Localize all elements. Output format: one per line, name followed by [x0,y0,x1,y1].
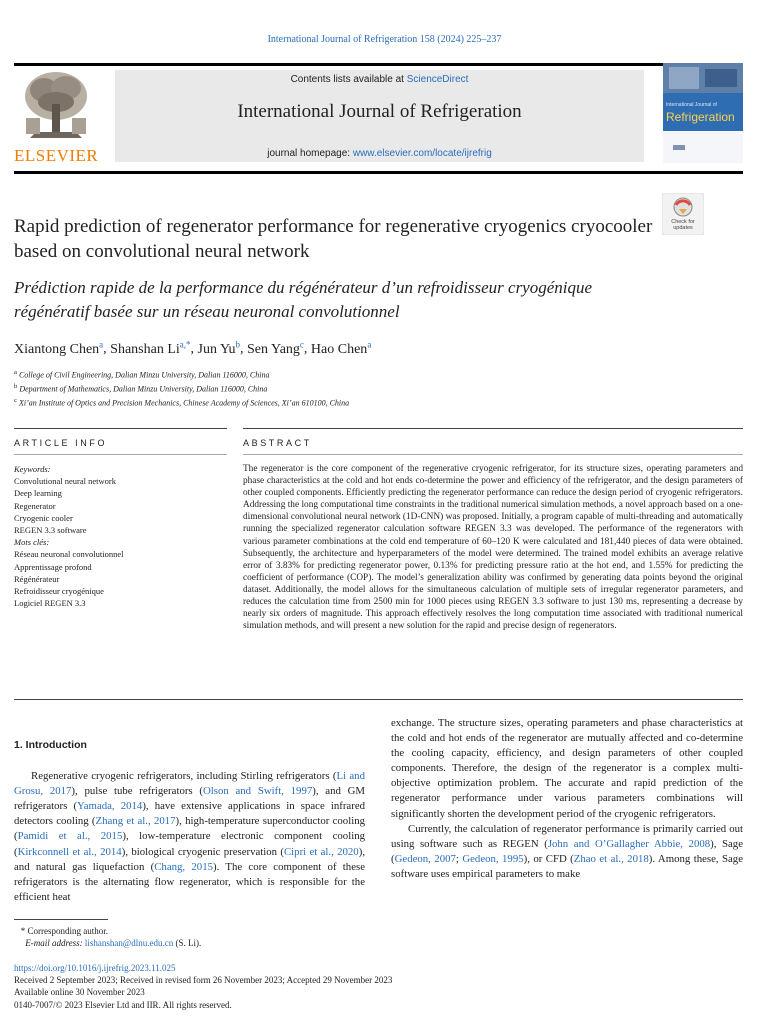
cover-title: Refrigeration [666,110,735,124]
body-column-right [391,716,743,882]
author-affiliation-mark[interactable]: a [367,339,372,349]
copyright: 0140-7007/© 2023 Elsevier Ltd and IIR. All rights reserved. [14,999,232,1010]
body-text: Regenerative cryogenic refrigerators, including Stirling refrigerators ( [31,770,337,783]
body-text: ). Among these, Sage software uses empirical parameters to make [391,852,743,880]
homepage-line [115,148,644,159]
homepage-prefix: journal homepage: [267,148,353,159]
citation-link[interactable]: Gedeon, 1995 [462,852,524,865]
check-updates-line2: updates [673,225,693,231]
keywords-panel [14,463,227,609]
article-info-sub-rule [14,454,227,455]
author[interactable] [110,339,191,357]
publication-info [14,962,614,1011]
body-text: ), and natural gas liquefaction ( [14,845,366,873]
body-text: ), or CFD ( [523,852,574,865]
body-text: ; [455,852,463,865]
body-text: ), have extensive applications in space infrared detectors cooling ( [14,800,366,828]
body-text: ). The core component of these refrigerators is the alternating flow regenerator, which is responsible for the efficient heat [14,860,365,903]
keyword-item: Deep learning [14,488,62,499]
author-affiliation-mark[interactable]: a [99,339,104,349]
keyword-item: REGEN 3.3 software [14,525,87,536]
body-text: Currently, the calculation of regenerator performance is primarily carried out using software such as REGEN ( [391,822,743,850]
article-info-top-rule [14,428,227,429]
affiliation-mark: c [14,397,17,405]
author[interactable] [14,339,104,357]
abstract-sub-rule [243,454,743,455]
mot-cle-item: Refroidisseur cryogénique [14,586,104,597]
journal-title: International Journal of Refrigeration [237,101,522,122]
keywords-label: Keywords: [14,464,51,474]
publisher-name: ELSEVIER [14,146,99,165]
author-affiliation-mark[interactable]: a,* [179,339,191,349]
corresponding-author-text: Corresponding author. [27,926,108,936]
mot-cle-item: Réseau neuronal convolutionnel [14,549,124,560]
citation-link[interactable]: Chang, 2015 [154,860,213,873]
author[interactable] [310,339,372,357]
citation-link[interactable]: John and O’Gallagher Abbie, 2008 [547,837,711,850]
author-name[interactable]: Xiantong Chen [14,341,100,357]
affiliation-mark: b [14,383,18,391]
elsevier-tree-icon [20,68,92,144]
journal-cover-image[interactable] [663,63,743,163]
intro-paragraph-1 [14,769,365,905]
author[interactable] [247,339,304,357]
article-info-heading: ARTICLE INFO [14,438,108,448]
footnote [14,925,414,949]
citation-link[interactable]: Li and Grosu, 2017 [14,770,365,798]
body-column-left [14,738,365,905]
affiliation-text: Xi’an Institute of Optics and Precision Mechanics, Chinese Academy of Sciences, Xi’an 610100, China [18,398,350,408]
footnote-rule [14,919,108,920]
citation-link[interactable]: Pamidi et al., 2015 [17,830,123,843]
masthead-bottom-rule [14,171,743,174]
keyword-item: Regenerator [14,500,56,511]
citation-link[interactable]: Yamada, 2014 [77,800,143,813]
journal-masthead-box [115,70,644,162]
corresponding-author-note: * Corresponding author. [14,926,108,936]
affiliation-mark: a [14,369,17,376]
sciencedirect-link[interactable]: ScienceDirect [406,74,469,85]
cover-subtitle: International Journal of [666,102,717,108]
contents-line [115,74,644,85]
masthead-top-rule [14,63,743,66]
mots-cles-label: Mots clés: [14,537,50,548]
check-for-updates-button[interactable] [662,193,704,235]
section-heading: 1. Introduction [14,739,87,751]
mot-cle-item: Apprentissage profond [14,561,92,572]
affiliation-item [14,367,714,381]
citation-link[interactable]: Olson and Swift, 1997 [202,785,313,798]
keyword-item: Convolutional neural network [14,476,116,487]
author-affiliation-mark[interactable]: b [235,339,241,349]
email-label: E-mail address: [25,938,83,948]
intro-paragraph-1-continued: exchange. The structure sizes, operating parameters and phase characteristics at the cold and hot ends of the regenerator are mutually affected and co-determine the cooling capacity, efficiency, and design parameters of other coupled components. Therefore, the design of the regenerator is a complex multi-objective optimization problem. The accurate and rapid prediction of the regenerator performance under various parameters combinations will significantly shorten the development period of the cryogenic refrigerators. [391,717,743,820]
available-online: Available online 30 November 2023 [14,987,145,998]
received-dates: Received 2 September 2023; Received in revised form 26 November 2023; Accepted 29 November 2023 [14,975,393,986]
affiliation-item [14,395,714,409]
body-text: ), and GM refrigerators ( [14,785,365,813]
email-line [14,937,414,949]
abstract-text: The regenerator is the core component of the regenerative cryogenic refrigerator, for its structure sizes, operating parameters and phase characteristics at the cold and hot ends co-determine the power and efficiency of the refrigerator, and the design parameters of other coupled components. Efficiently predicting the regenerator performance can reduce the design period of cryogenic refrigerators. Addressing the long computational time constraints in the traditional numerical simulation methods, a novel approach based on a one-dimensional convolutional neural network (1D-CNN) was proposed. Initially, a program capable of multi-threading and automatically running the specialized regenerator calculation software REGEN 3.3 was developed. The performance of the regenerators with various parameter combinations at the cold end temperature of 60–120 K were calculated and 181,440 pieces of data were obtained. Subsequently, the architecture and hyperparameters of the model were determined. The trained model exhibits an average relative error of 3.83% for predicting regenerator power, 0.13% for predicting pressure ratio at the hot end, and 1.55% for predicting the coefficient of performance (COP). The model’s generalization ability was confirmed by generating data points beyond the original dataset. Additionally, the model allows for the simultaneous calculation of multiple sets of irregular regenerator parameters, and reduces the calculation time from 2500 min for 1000 pieces using REGEN 3.3 software to just 130 ms, representing a decrease by nearly six orders of magnitude. This approach effectively resolves the long computation time associated with traditional numerical simulation methods, and will present a new solution for the rapid and precise design of regenerators. [243,464,743,632]
mot-cle-item: Logiciel REGEN 3.3 [14,598,86,609]
publisher-logo[interactable] [14,66,98,166]
author-name[interactable]: Sen Yang [247,341,300,357]
abstract-top-rule [243,428,743,429]
affiliation-item [14,381,714,395]
author-list: Xiantong Chen$^a$, Shanshan $Li^{a,*}$, Jun Yu$^b$, Sen Yang$^c$, Hao Chen$^a$ [14,339,372,357]
citation-link[interactable]: Gedeon, 2007 [394,852,456,865]
french-title: Prédiction rapide de la performance du régénérateur d’un refroidisseur cryogénique régénératif basée sur un réseau neuronal convolutionnel [14,278,593,321]
citation-link[interactable]: Kirkconnell et al., 2014 [17,845,122,858]
abstract-heading: ABSTRACT [243,438,312,448]
doi-link[interactable]: https://doi.org/10.1016/j.ijrefrig.2023.11.025 [14,963,176,973]
email-suffix: (S. Li). [175,938,202,948]
citation-link[interactable]: Zhang et al., 2017 [95,815,176,828]
article-title: Rapid prediction of regenerator performance for regenerative cryogenics cryocooler based on convolutional neural network [14,216,653,262]
journal-reference-link[interactable]: International Journal of Refrigeration 158 (2024) 225–237 [267,34,502,45]
affiliation-text: College of Civil Engineering, Dalian Minzu University, Dalian 116000, China [18,370,270,380]
affiliations [14,367,714,409]
check-updates-line1: Check for [671,219,695,225]
author-affiliation-mark[interactable]: c [299,339,304,349]
body-text: ), pulse tube refrigerators ( [71,785,203,798]
author[interactable] [197,339,241,357]
check-updates-label [662,219,704,231]
mot-cle-item: Régénérateur [14,573,60,584]
body-text: ), low-temperature electronic component cooling ( [14,830,365,858]
author-name[interactable]: Hao Chen [310,341,368,357]
body-text: ), biological cryogenic preservation ( [121,845,284,858]
keyword-item: Cryogenic cooler [14,512,73,523]
intro-paragraph-2 [391,822,743,882]
body-text: ), high-temperature superconductor cooling ( [14,815,365,843]
email-link[interactable]: lishanshan@dlnu.edu.cn [84,938,174,948]
affiliation-text: Department of Mathematics, Dalian Minzu University, Dalian 116000, China [19,384,268,394]
author-name[interactable]: Jun Yu [197,341,236,357]
citation-link[interactable]: Zhao et al., 2018 [573,852,649,865]
citation-link[interactable]: Cipri et al., 2020 [283,845,359,858]
body-text: ), Sage ( [391,837,743,865]
contents-prefix: Contents lists available at [290,74,407,85]
author-name[interactable]: Shanshan Li [110,341,180,357]
abstract-bottom-rule [14,699,743,700]
journal-homepage-link[interactable]: www.elsevier.com/locate/ijrefrig [352,148,492,159]
